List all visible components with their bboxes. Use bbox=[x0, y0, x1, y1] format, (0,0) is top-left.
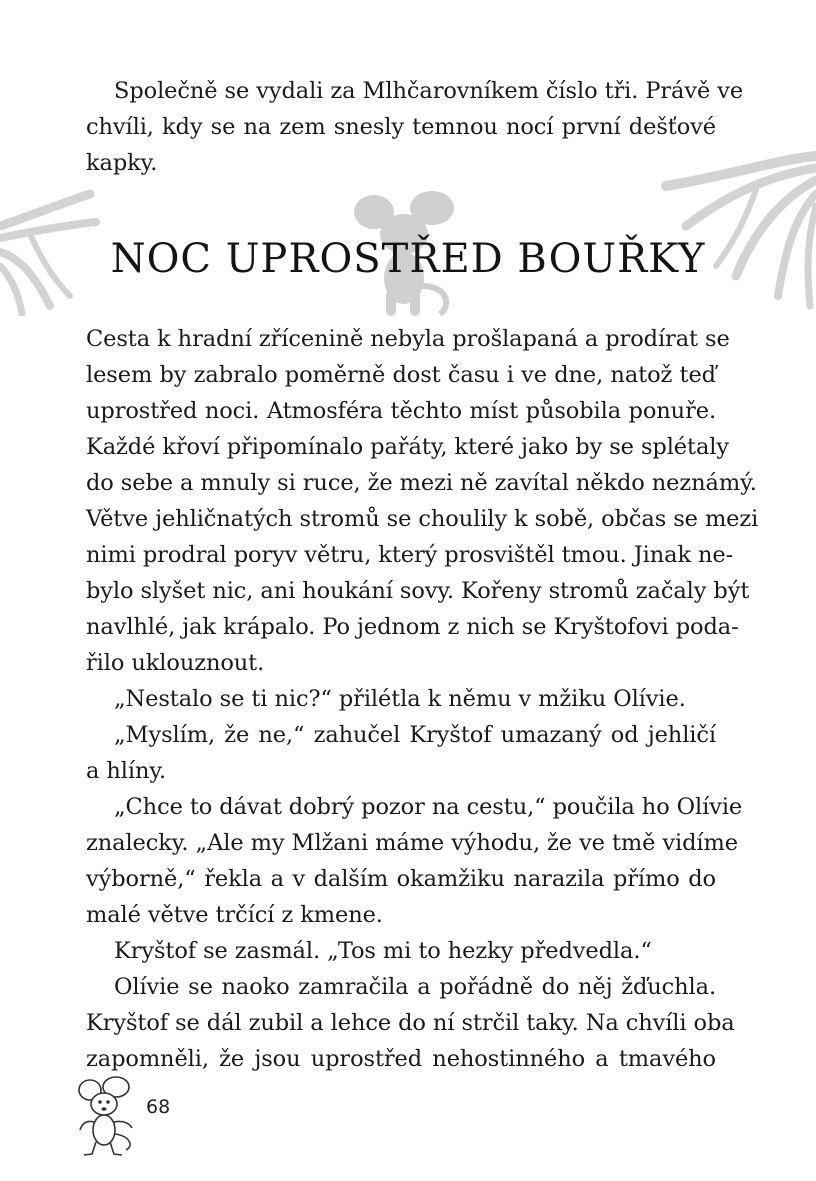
body-text-line: zapomněli, že jsou uprostřed nehostinného a tmavého bbox=[86, 1046, 716, 1072]
body-text-line: bylo slyšet nic, ani houkání sovy. Kořeny stromů začaly být bbox=[86, 578, 750, 604]
intro-text-line: chvíli, kdy se na zem snesly temnou nocí první dešťové bbox=[86, 114, 716, 140]
body-text-line: uprostřed noci. Atmosféra těchto míst působila ponuře. bbox=[86, 398, 716, 424]
body-text-line: znalecky. „Ale my Mlžani máme výhodu, že ve tmě vidíme bbox=[86, 830, 738, 856]
body-text-line: a hlíny. bbox=[86, 758, 167, 784]
body-text-line: „Myslím, že ne,“ zahučel Kryštof umazaný od jehličí bbox=[114, 722, 716, 748]
body-text-line: do sebe a mnuly si ruce, že mezi ně zavítal někdo neznámý. bbox=[86, 470, 757, 496]
body-text-line: nimi prodral poryv větru, který prosvištěl tmou. Jinak ne- bbox=[86, 542, 734, 568]
body-text-line: navlhlé, jak krápalo. Po jednom z nich se Kryštofovi poda- bbox=[86, 614, 739, 640]
body-text-line: Kryštof se dál zubil a lehce do ní strčil taky. Na chvíli oba bbox=[86, 1010, 735, 1036]
intro-text-line: kapky. bbox=[86, 150, 158, 176]
body-text-line: Olívie se naoko zamračila a pořádně do něj žďuchla. bbox=[114, 974, 716, 1000]
body-text-line: „Nestalo se ti nic?“ přilétla k němu v mžiku Olívie. bbox=[114, 686, 686, 712]
mouse-mascot-icon bbox=[76, 1076, 138, 1158]
body-text-line: lesem by zabralo poměrně dost času i ve dne, natož teď bbox=[86, 362, 716, 388]
body-text-line: Kryštof se zasmál. „Tos mi to hezky předvedla.“ bbox=[114, 938, 652, 964]
body-text-line: Cesta k hradní zřícenině nebyla prošlapaná a prodírat se bbox=[86, 326, 730, 352]
page-number: 68 bbox=[146, 1096, 171, 1118]
chapter-title: NOC UPROSTŘED BOUŘKY bbox=[110, 236, 706, 282]
body-text-line: „Chce to dávat dobrý pozor na cestu,“ poučila ho Olívie bbox=[114, 794, 743, 820]
body-text-line: malé větve trčící z kmene. bbox=[86, 902, 383, 928]
intro-text-line: Společně se vydali za Mlhčarovníkem číslo tři. Právě ve bbox=[114, 78, 744, 104]
body-text-line: Každé křoví připomínalo pařáty, které jako by se splétaly bbox=[86, 434, 729, 460]
body-text-line: výborně,“ řekla a v dalším okamžiku narazila přímo do bbox=[86, 866, 716, 892]
body-text-line: řilo uklouznout. bbox=[86, 650, 265, 676]
body-text-line: Větve jehličnatých stromů se choulily k sobě, občas se mezi bbox=[86, 506, 759, 532]
